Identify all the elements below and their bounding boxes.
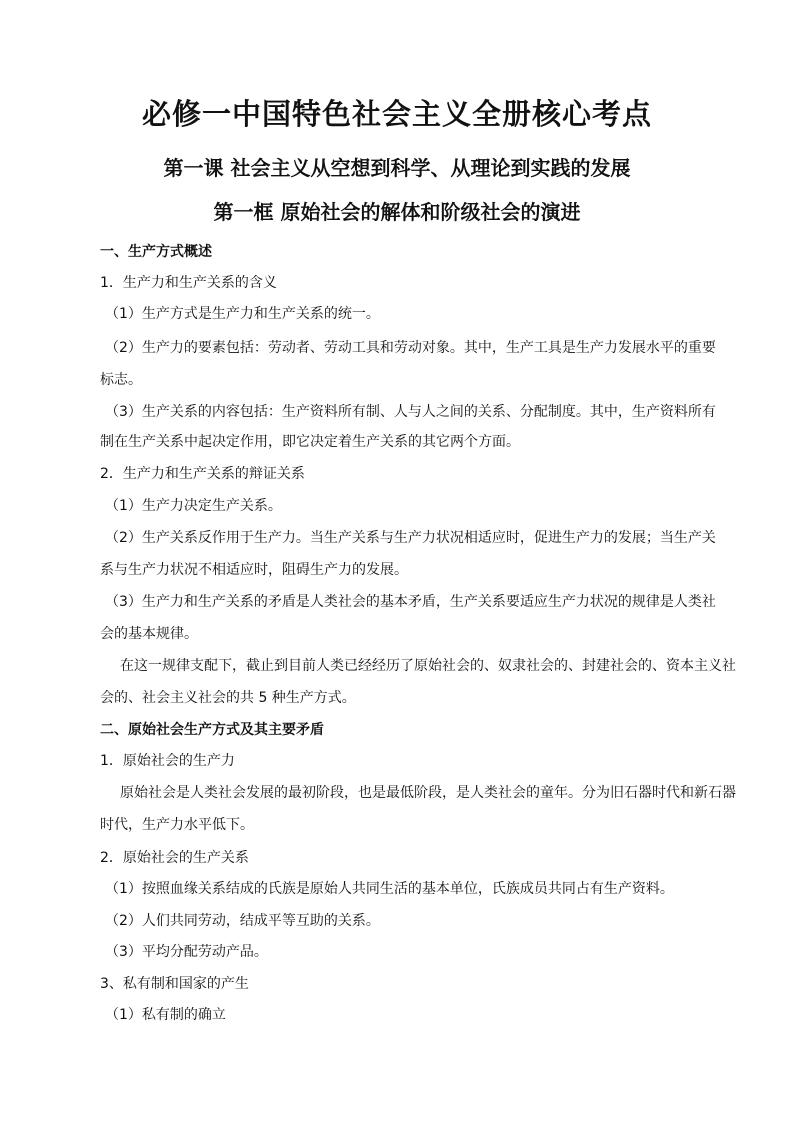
section-heading: 一、生产方式概述 — [100, 244, 212, 260]
paragraph-line: 系与生产力状况不相适应时，阻碍生产力的发展。 — [100, 562, 408, 578]
paragraph-line: （1）生产方式是生产力和生产关系的统一。 — [105, 306, 380, 322]
paragraph-line: 在这一规律支配下，截止到目前人类已经经历了原始社会的、奴隶社会的、封建社会的、资本主义社 — [120, 658, 736, 674]
lesson-heading: 第一课 社会主义从空想到科学、从理论到实践的发展 — [163, 156, 631, 180]
paragraph-line: （2）生产关系反作用于生产力。当生产关系与生产力状况相适应时，促进生产力的发展；当生产关 — [105, 530, 716, 546]
paragraph-line: 原始社会是人类社会发展的最初阶段，也是最低阶段，是人类社会的童年。分为旧石器时代和新石器 — [120, 785, 736, 801]
section-heading: 二、原始社会生产方式及其主要矛盾 — [100, 722, 324, 738]
paragraph-line: 会的、社会主义社会的共 5 种生产方式。 — [100, 690, 356, 706]
paragraph-line: 制在生产关系中起决定作用，即它决定着生产关系的其它两个方面。 — [100, 434, 520, 450]
paragraph-line: 标志。 — [100, 372, 142, 388]
frame-heading: 第一框 原始社会的解体和阶级社会的演进 — [213, 200, 581, 224]
paragraph-line: （3）生产力和生产关系的矛盾是人类社会的基本矛盾，生产关系要适应生产力状况的规律是人类社 — [105, 594, 716, 610]
paragraph-line: 会的基本规律。 — [100, 626, 198, 642]
document-title: 必修一中国特色社会主义全册核心考点 — [141, 97, 652, 131]
subsection-heading: 2．生产力和生产关系的辩证关系 — [100, 466, 305, 482]
paragraph-line: （3）平均分配劳动产品。 — [105, 944, 268, 960]
subsection-heading: 2．原始社会的生产关系 — [100, 850, 249, 866]
paragraph-line: （1）生产力决定生产关系。 — [105, 498, 282, 514]
paragraph-line: （1）按照血缘关系结成的氏族是原始人共同生活的基本单位，氏族成员共同占有生产资料。 — [105, 881, 674, 897]
subsection-heading: 3、私有制和国家的产生 — [100, 976, 249, 992]
paragraph-line: 时代，生产力水平低下。 — [100, 817, 254, 833]
paragraph-line: （3）生产关系的内容包括：生产资料所有制、人与人之间的关系、分配制度。其中，生产资料所有 — [105, 404, 716, 420]
paragraph-line: （2）人们共同劳动，结成平等互助的关系。 — [105, 913, 380, 929]
subsection-heading: 1．生产力和生产关系的含义 — [100, 275, 277, 291]
subsection-heading: 1．原始社会的生产力 — [100, 753, 235, 769]
paragraph-line: （1）私有制的确立 — [105, 1007, 226, 1023]
paragraph-line: （2）生产力的要素包括：劳动者、劳动工具和劳动对象。其中，生产工具是生产力发展水平的重要 — [105, 340, 716, 356]
